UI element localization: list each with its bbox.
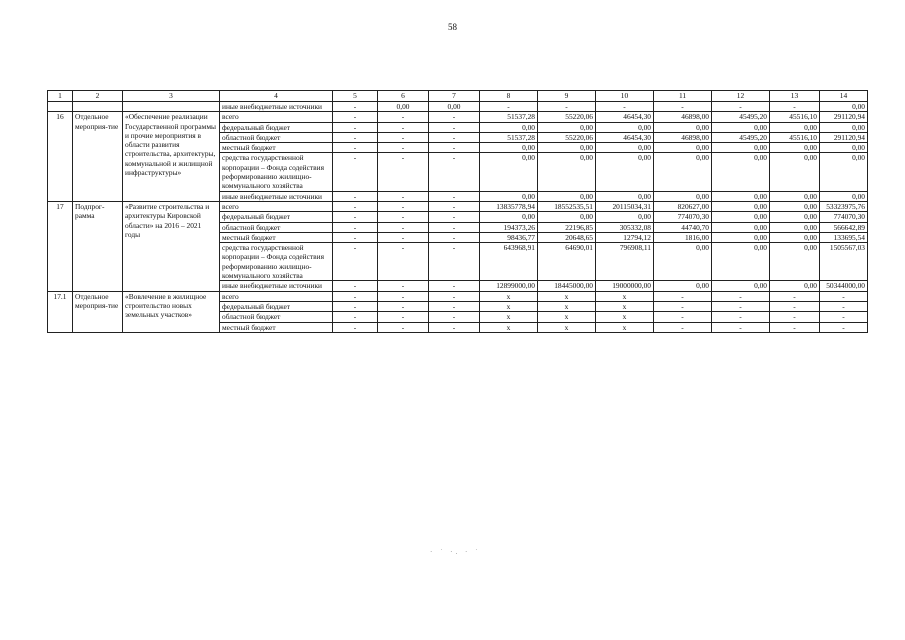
value-cell: -	[429, 222, 480, 232]
value-cell: -	[712, 322, 770, 332]
funding-source: иные внебюджетные источники	[220, 281, 333, 291]
value-cell: 0,00	[712, 122, 770, 132]
funding-source: средства государственной корпорации – Фонда содействия реформированию жилищно-коммунального хозяйства	[220, 153, 333, 191]
value-cell: -	[429, 322, 480, 332]
value-cell: 45495,20	[712, 112, 770, 122]
value-cell: 0,00	[712, 201, 770, 211]
value-cell: -	[770, 301, 820, 311]
value-cell: -	[333, 212, 378, 222]
value-cell: -	[333, 153, 378, 191]
value-cell: -	[333, 312, 378, 322]
value-cell: 0,00	[596, 191, 654, 201]
value-cell: 45516,10	[770, 112, 820, 122]
value-cell: 0,00	[770, 153, 820, 191]
value-cell: 0,00	[654, 243, 712, 281]
value-cell: -	[378, 201, 429, 211]
value-cell: -	[429, 132, 480, 142]
value-cell: -	[333, 112, 378, 122]
value-cell: -	[333, 201, 378, 211]
value-cell: -	[378, 281, 429, 291]
value-cell: x	[538, 291, 596, 301]
funding-source: федеральный бюджет	[220, 301, 333, 311]
column-number: 13	[770, 91, 820, 102]
value-cell: -	[712, 291, 770, 301]
budget-table	[47, 90, 868, 333]
value-cell: -	[429, 191, 480, 201]
row-number: 17.1	[48, 291, 73, 332]
value-cell: -	[770, 322, 820, 332]
value-cell: -	[654, 322, 712, 332]
value-cell: 0,00	[596, 212, 654, 222]
table-row	[48, 291, 868, 301]
value-cell: -	[378, 212, 429, 222]
table-row	[48, 201, 868, 211]
value-cell: 0,00	[538, 122, 596, 132]
value-cell: x	[596, 301, 654, 311]
value-cell: 51537,28	[480, 112, 538, 122]
value-cell: x	[480, 301, 538, 311]
value-cell: x	[538, 312, 596, 322]
value-cell: 45495,20	[712, 132, 770, 142]
scan-noise: · ˙ ·. · ˙	[430, 548, 481, 556]
value-cell: 0,00	[712, 153, 770, 191]
funding-source: федеральный бюджет	[220, 212, 333, 222]
funding-source: областной бюджет	[220, 132, 333, 142]
column-number: 10	[596, 91, 654, 102]
table-row	[48, 112, 868, 122]
value-cell: 0,00	[770, 143, 820, 153]
value-cell: 20115034,31	[596, 201, 654, 211]
value-cell: 0,00	[820, 143, 868, 153]
value-cell: -	[333, 122, 378, 132]
value-cell: 0,00	[596, 153, 654, 191]
value-cell: -	[333, 102, 378, 112]
value-cell: 0,00	[480, 153, 538, 191]
value-cell: 0,00	[654, 143, 712, 153]
funding-source: всего	[220, 201, 333, 211]
value-cell: -	[596, 102, 654, 112]
value-cell: 0,00	[538, 143, 596, 153]
value-cell: -	[378, 232, 429, 242]
value-cell: -	[654, 301, 712, 311]
value-cell: -	[429, 301, 480, 311]
value-cell: -	[820, 301, 868, 311]
column-number: 7	[429, 91, 480, 102]
value-cell: 0,00	[712, 212, 770, 222]
value-cell: x	[480, 322, 538, 332]
value-cell: 46454,30	[596, 132, 654, 142]
value-cell: 566642,89	[820, 222, 868, 232]
value-cell: 55220,06	[538, 132, 596, 142]
value-cell: 305332,08	[596, 222, 654, 232]
value-cell: -	[333, 232, 378, 242]
value-cell: -	[378, 191, 429, 201]
value-cell: 0,00	[820, 191, 868, 201]
value-cell: -	[378, 243, 429, 281]
value-cell: -	[333, 281, 378, 291]
value-cell: x	[596, 322, 654, 332]
value-cell: 44740,70	[654, 222, 712, 232]
value-cell: -	[378, 222, 429, 232]
value-cell: 820627,00	[654, 201, 712, 211]
value-cell: 0,00	[712, 191, 770, 201]
item-name: «Обеспечение реализации Государственной программы и прочие мероприятия в области развития строительства, архитектуры, коммунальной и жилищной инфраструктуры»	[123, 112, 220, 202]
item-name: «Развитие строительства и архитектуры Кировской области» на 2016 – 2021 годы	[123, 201, 220, 291]
value-cell: 291120,94	[820, 132, 868, 142]
value-cell: 0,00	[429, 102, 480, 112]
value-cell: -	[712, 301, 770, 311]
value-cell: -	[429, 312, 480, 322]
value-cell: 0,00	[712, 281, 770, 291]
value-cell: -	[333, 143, 378, 153]
value-cell: -	[333, 301, 378, 311]
column-number: 5	[333, 91, 378, 102]
value-cell: 0,00	[770, 122, 820, 132]
value-cell: 0,00	[654, 122, 712, 132]
value-cell: -	[378, 132, 429, 142]
value-cell: -	[429, 122, 480, 132]
value-cell: 0,00	[770, 232, 820, 242]
funding-source: областной бюджет	[220, 312, 333, 322]
value-cell: 133695,54	[820, 232, 868, 242]
value-cell: 643968,91	[480, 243, 538, 281]
value-cell: 19000000,00	[596, 281, 654, 291]
value-cell: -	[770, 312, 820, 322]
value-cell: 0,00	[538, 153, 596, 191]
value-cell: -	[429, 232, 480, 242]
column-number: 3	[123, 91, 220, 102]
value-cell: -	[333, 222, 378, 232]
value-cell: -	[429, 112, 480, 122]
value-cell: 0,00	[770, 212, 820, 222]
value-cell: -	[333, 243, 378, 281]
value-cell: 0,00	[820, 153, 868, 191]
value-cell: x	[596, 291, 654, 301]
value-cell: 0,00	[770, 201, 820, 211]
value-cell: -	[770, 102, 820, 112]
column-number: 9	[538, 91, 596, 102]
column-number: 12	[712, 91, 770, 102]
value-cell: -	[429, 281, 480, 291]
value-cell: 0,00	[480, 212, 538, 222]
funding-source: местный бюджет	[220, 143, 333, 153]
column-number: 2	[73, 91, 123, 102]
value-cell: 45516,10	[770, 132, 820, 142]
funding-source: местный бюджет	[220, 322, 333, 332]
funding-source: иные внебюджетные источники	[220, 102, 333, 112]
value-cell: -	[378, 322, 429, 332]
value-cell: 50344000,00	[820, 281, 868, 291]
value-cell: 0,00	[770, 243, 820, 281]
value-cell: x	[538, 301, 596, 311]
value-cell: -	[429, 143, 480, 153]
value-cell: -	[654, 312, 712, 322]
column-number: 8	[480, 91, 538, 102]
item-type	[73, 102, 123, 112]
header-row	[48, 91, 868, 102]
value-cell: -	[820, 322, 868, 332]
value-cell: 64690,01	[538, 243, 596, 281]
value-cell: 0,00	[538, 212, 596, 222]
item-name	[123, 102, 220, 112]
value-cell: -	[378, 112, 429, 122]
column-number: 4	[220, 91, 333, 102]
value-cell: 0,00	[770, 191, 820, 201]
value-cell: 0,00	[820, 122, 868, 132]
value-cell: -	[538, 102, 596, 112]
value-cell: 0,00	[480, 191, 538, 201]
value-cell: 796908,11	[596, 243, 654, 281]
value-cell: 98436,77	[480, 232, 538, 242]
value-cell: 0,00	[820, 102, 868, 112]
funding-source: областной бюджет	[220, 222, 333, 232]
value-cell: 18552535,51	[538, 201, 596, 211]
value-cell: -	[654, 291, 712, 301]
item-type: Отдельное мероприя-тие	[73, 291, 123, 332]
value-cell: 53323975,76	[820, 201, 868, 211]
value-cell: -	[429, 243, 480, 281]
value-cell: 1816,00	[654, 232, 712, 242]
value-cell: -	[333, 191, 378, 201]
value-cell: -	[378, 291, 429, 301]
page-number: 58	[448, 22, 457, 32]
value-cell: -	[712, 312, 770, 322]
value-cell: x	[596, 312, 654, 322]
value-cell: 774070,30	[654, 212, 712, 222]
funding-source: средства государственной корпорации – Фонда содействия реформированию жилищно-коммунального хозяйства	[220, 243, 333, 281]
value-cell: 0,00	[596, 122, 654, 132]
row-number: 17	[48, 201, 73, 291]
value-cell: -	[480, 102, 538, 112]
value-cell: 291120,94	[820, 112, 868, 122]
value-cell: -	[429, 212, 480, 222]
value-cell: x	[480, 291, 538, 301]
value-cell: -	[712, 102, 770, 112]
value-cell: x	[480, 312, 538, 322]
value-cell: 46898,00	[654, 112, 712, 122]
value-cell: -	[654, 102, 712, 112]
value-cell: -	[333, 322, 378, 332]
value-cell: -	[378, 122, 429, 132]
value-cell: 46898,00	[654, 132, 712, 142]
value-cell: 22196,85	[538, 222, 596, 232]
value-cell: 0,00	[378, 102, 429, 112]
item-name: «Вовлечение в жилищное строительство новых земельных участков»	[123, 291, 220, 332]
value-cell: 0,00	[770, 281, 820, 291]
value-cell: 0,00	[596, 143, 654, 153]
column-number: 1	[48, 91, 73, 102]
value-cell: 0,00	[712, 143, 770, 153]
value-cell: 13835778,94	[480, 201, 538, 211]
funding-source: местный бюджет	[220, 232, 333, 242]
value-cell: -	[429, 153, 480, 191]
row-number: 16	[48, 112, 73, 202]
value-cell: -	[429, 291, 480, 301]
value-cell: 0,00	[712, 232, 770, 242]
table-row	[48, 102, 868, 112]
column-number: 6	[378, 91, 429, 102]
value-cell: 51537,28	[480, 132, 538, 142]
value-cell: 12899000,00	[480, 281, 538, 291]
value-cell: 0,00	[538, 191, 596, 201]
value-cell: 55220,06	[538, 112, 596, 122]
item-type: Подпрог-рамма	[73, 201, 123, 291]
column-number: 11	[654, 91, 712, 102]
value-cell: 774070,30	[820, 212, 868, 222]
value-cell: 0,00	[480, 143, 538, 153]
value-cell: -	[378, 153, 429, 191]
value-cell: 18445000,00	[538, 281, 596, 291]
funding-source: всего	[220, 291, 333, 301]
row-number	[48, 102, 73, 112]
funding-source: федеральный бюджет	[220, 122, 333, 132]
value-cell: 12794,12	[596, 232, 654, 242]
value-cell: 0,00	[712, 222, 770, 232]
value-cell: 1505567,03	[820, 243, 868, 281]
value-cell: 20648,65	[538, 232, 596, 242]
value-cell: 0,00	[770, 222, 820, 232]
value-cell: 194373,26	[480, 222, 538, 232]
value-cell: 0,00	[712, 243, 770, 281]
value-cell: -	[378, 301, 429, 311]
value-cell: -	[333, 132, 378, 142]
value-cell: -	[378, 143, 429, 153]
funding-source: иные внебюджетные источники	[220, 191, 333, 201]
value-cell: 0,00	[654, 281, 712, 291]
value-cell: -	[820, 312, 868, 322]
value-cell: 0,00	[654, 153, 712, 191]
value-cell: 0,00	[654, 191, 712, 201]
item-type: Отдельное мероприя-тие	[73, 112, 123, 202]
column-number: 14	[820, 91, 868, 102]
value-cell: 46454,30	[596, 112, 654, 122]
value-cell: x	[538, 322, 596, 332]
value-cell: 0,00	[480, 122, 538, 132]
value-cell: -	[770, 291, 820, 301]
value-cell: -	[429, 201, 480, 211]
value-cell: -	[378, 312, 429, 322]
funding-source: всего	[220, 112, 333, 122]
value-cell: -	[820, 291, 868, 301]
value-cell: -	[333, 291, 378, 301]
